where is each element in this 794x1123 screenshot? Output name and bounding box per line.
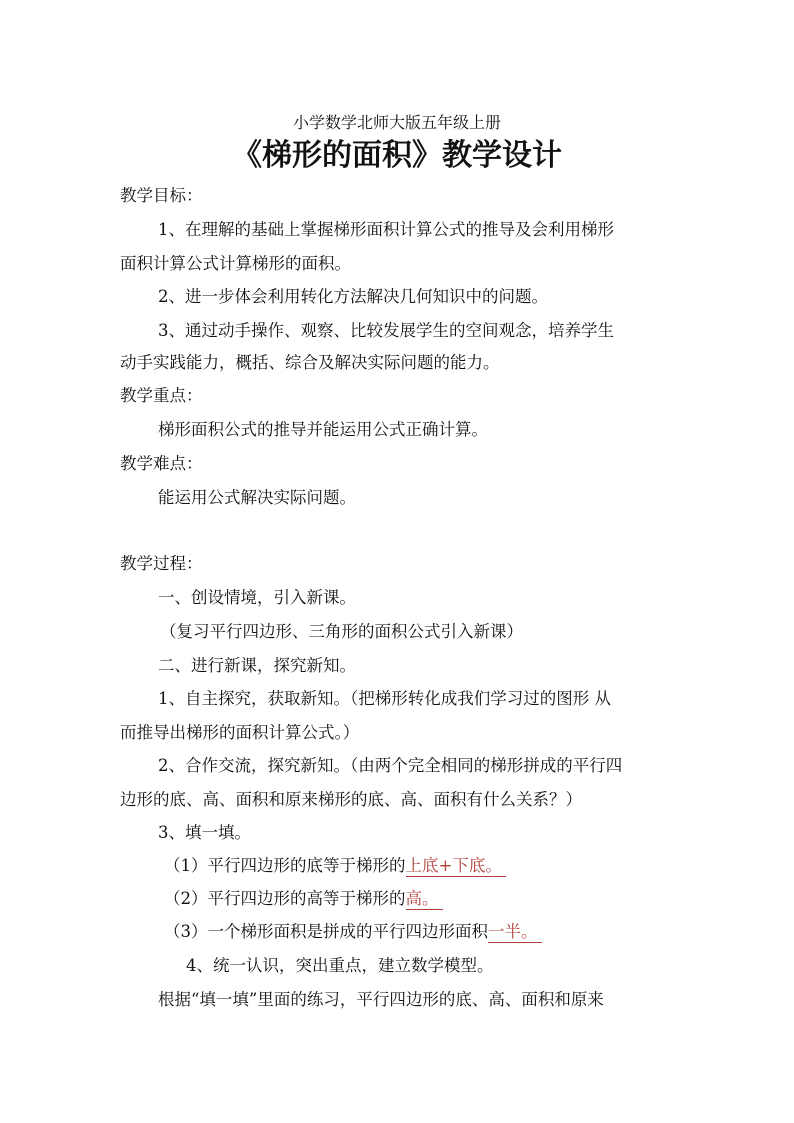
- fill-in-3: [164, 921, 542, 943]
- objective-1-line-2: 面积计算公式计算梯形的面积。: [120, 254, 351, 273]
- fill-in-2: [164, 888, 443, 910]
- fill-in-3-prefix: （3）一个梯形面积是拼成的平行四边形面积: [164, 922, 488, 941]
- item-2-line-2: 边形的底、高、面积和原来梯形的底、高、面积有什么关系？）: [120, 790, 582, 809]
- key-point-heading: 教学重点：: [120, 386, 203, 405]
- item-4-text: 根据“填一填”里面的练习，平行四边形的底、高、面积和原来: [158, 990, 604, 1009]
- process-heading: 教学过程：: [120, 554, 203, 573]
- fill-in-2-answer: 高。: [406, 889, 443, 910]
- item-3: 3、填一填。: [158, 823, 251, 842]
- objective-2: 2、进一步体会利用转化方法解决几何知识中的问题。: [158, 287, 548, 306]
- item-1-line-1: 1、自主探究，获取新知。（把梯形转化成我们学习过的图形 从: [158, 689, 611, 708]
- step-1: 一、创设情境，引入新课。: [158, 588, 356, 607]
- difficulty-heading: 教学难点：: [120, 454, 203, 473]
- fill-in-1-answer: 上底+下底。: [406, 856, 506, 877]
- step-2: 二、进行新课，探究新知。: [158, 656, 356, 675]
- key-point-text: 梯形面积公式的推导并能运用公式正确计算。: [158, 420, 488, 439]
- step-1-note: （复习平行四边形、三角形的面积公式引入新课）: [160, 622, 523, 641]
- item-2-line-1: 2、合作交流，探究新知。（由两个完全相同的梯形拼成的平行四: [158, 756, 623, 775]
- document-subtitle: 小学数学北师大版五年级上册: [292, 113, 501, 132]
- fill-in-1-prefix: （1）平行四边形的底等于梯形的: [164, 856, 406, 875]
- objectives-heading: 教学目标：: [120, 186, 203, 205]
- item-4: 4、统一认识，突出重点，建立数学模型。: [186, 956, 494, 975]
- document-title: 《梯形的面积》教学设计: [232, 138, 562, 173]
- difficulty-text: 能运用公式解决实际问题。: [158, 488, 356, 507]
- fill-in-3-answer: 一半。: [488, 922, 542, 943]
- fill-in-1: [164, 855, 506, 877]
- fill-in-2-prefix: （2）平行四边形的高等于梯形的: [164, 889, 406, 908]
- objective-3-line-1: 3、通过动手操作、观察、比较发展学生的空间观念，培养学生: [158, 321, 614, 340]
- objective-3-line-2: 动手实践能力，概括、综合及解决实际问题的能力。: [120, 353, 500, 372]
- item-1-line-2: 而推导出梯形的面积计算公式。）: [120, 723, 360, 742]
- objective-1-line-1: 1、在理解的基础上掌握梯形面积计算公式的推导及会利用梯形: [158, 220, 614, 239]
